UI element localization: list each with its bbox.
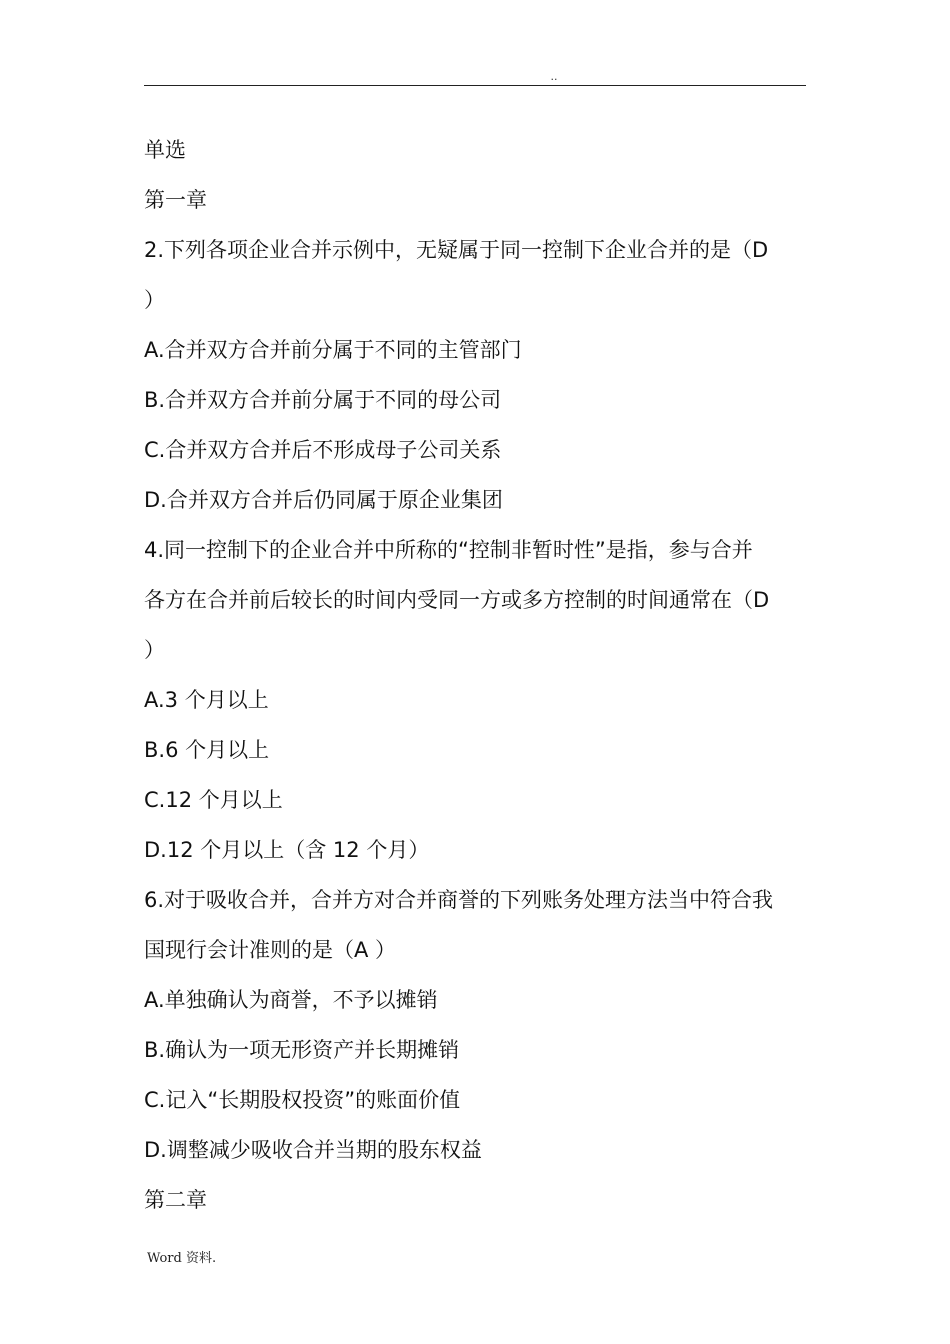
header-rule (144, 85, 806, 86)
question-text: ） (144, 288, 165, 312)
option-text: A.单独确认为商誉，不予以摊销 (144, 988, 438, 1012)
question-text: 6.对于吸收合并，合并方对合并商誉的下列账务处理方法当中符合我 (144, 888, 774, 912)
chapter-heading: 第二章 (144, 1188, 207, 1212)
question-text: ） (144, 638, 165, 662)
option-text: B.合并双方合并前分属于不同的母公司 (144, 388, 502, 412)
option-text: A.3 个月以上 (144, 688, 269, 712)
header-mark: .. (550, 70, 558, 83)
option-text: C.记入“长期股权投资”的账面价值 (144, 1088, 461, 1112)
question-text: 2.下列各项企业合并示例中，无疑属于同一控制下企业合并的是（D (144, 238, 769, 262)
option-text: D.12 个月以上（含 12 个月） (144, 838, 430, 862)
question-text: 国现行会计准则的是（A ） (144, 938, 397, 962)
chapter-heading: 第一章 (144, 188, 207, 212)
footer-text: Word 资料. (147, 1251, 217, 1266)
option-text: C.合并双方合并后不形成母子公司关系 (144, 438, 502, 462)
option-text: D.合并双方合并后仍同属于原企业集团 (144, 488, 503, 512)
option-text: B.确认为一项无形资产并长期摊销 (144, 1038, 460, 1062)
question-text: 4.同一控制下的企业合并中所称的“控制非暂时性”是指，参与合并 (144, 538, 753, 562)
option-text: C.12 个月以上 (144, 788, 283, 812)
section-title: 单选 (144, 138, 186, 162)
document-body (144, 125, 808, 1225)
option-text: A.合并双方合并前分属于不同的主管部门 (144, 338, 522, 362)
question-text: 各方在合并前后较长的时间内受同一方或多方控制的时间通常在（D (144, 588, 770, 612)
option-text: B.6 个月以上 (144, 738, 270, 762)
option-text: D.调整减少吸收合并当期的股东权益 (144, 1138, 482, 1162)
